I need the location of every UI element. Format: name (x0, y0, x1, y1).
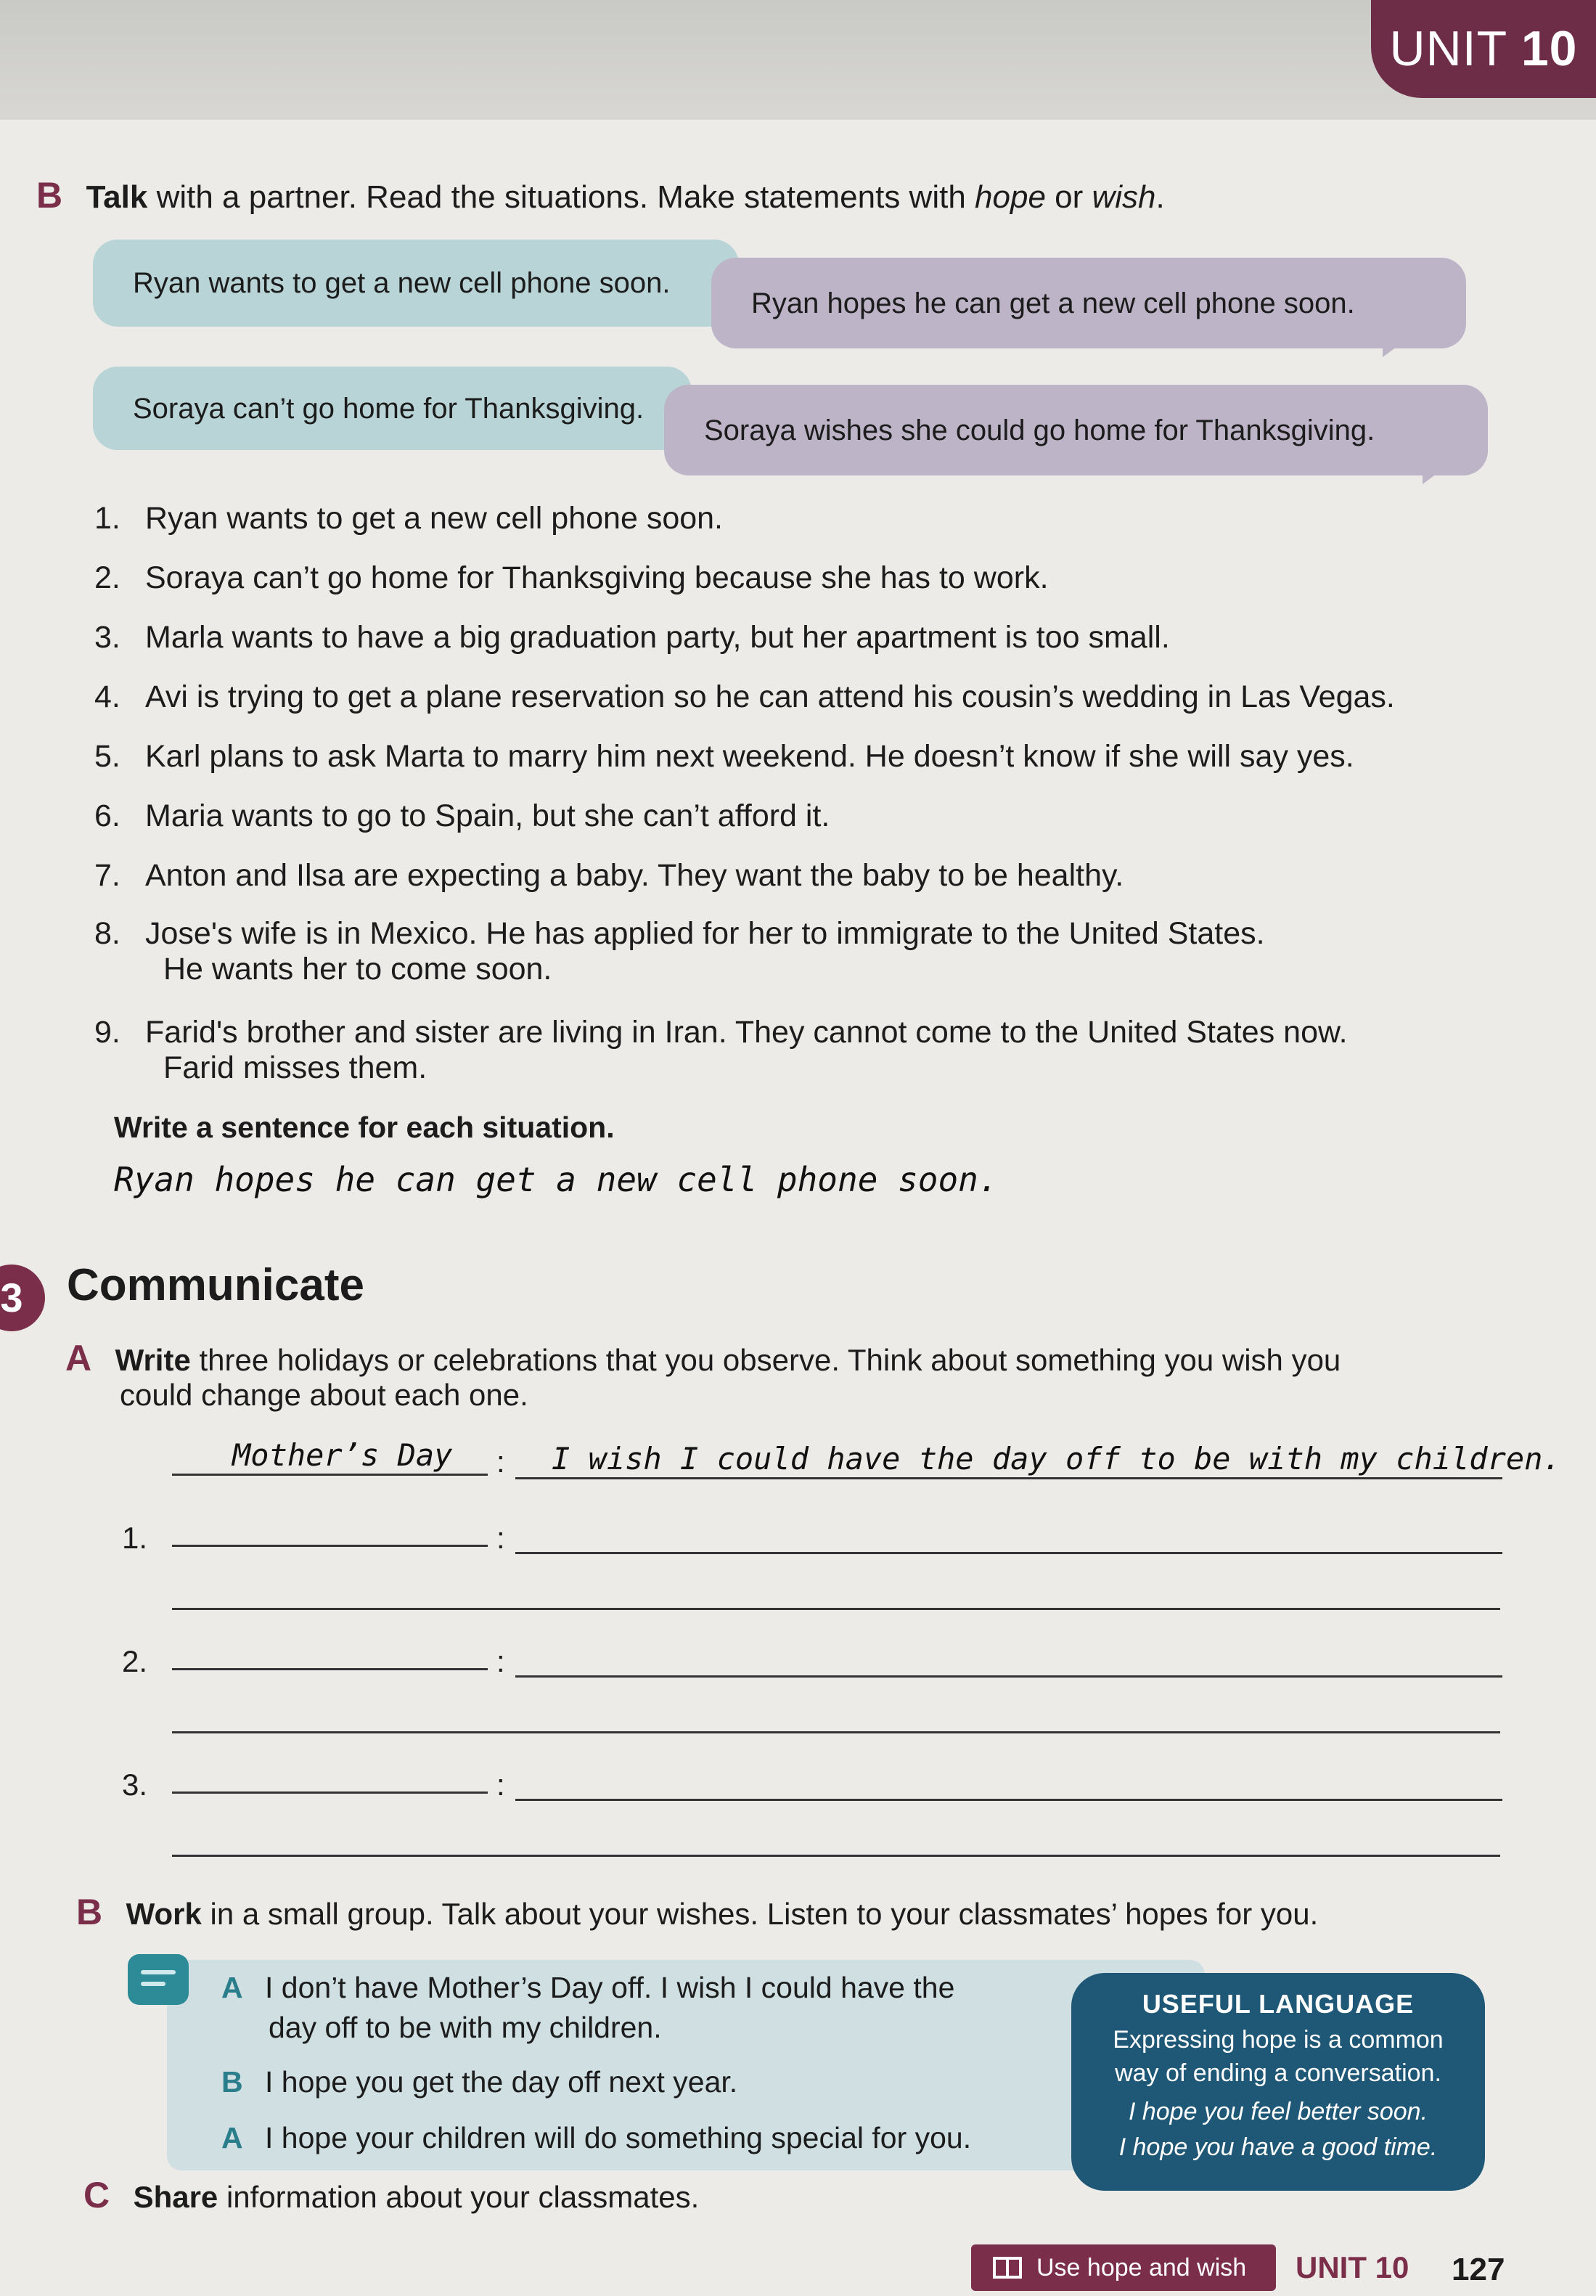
answer-line (515, 1477, 1502, 1479)
useful-language-example: I hope you feel better soon. (1128, 2097, 1428, 2125)
useful-language-box (1071, 1973, 1485, 2191)
answer-line (172, 1474, 488, 1476)
dialog-line (221, 2065, 737, 2099)
list-item (94, 798, 1546, 834)
instruction-period: . (1155, 179, 1165, 215)
wish-input-line[interactable] (515, 1675, 1502, 1678)
example-holiday: Mother’s Day (232, 1437, 453, 1473)
instruction-verb: Write (115, 1343, 191, 1377)
item-continuation: He wants her to come soon. (163, 952, 552, 986)
section-title: Communicate (67, 1260, 364, 1310)
holiday-input-line[interactable] (172, 1792, 488, 1794)
item-text: Anton and Ilsa are expecting a baby. They want the baby to be healthy. (145, 858, 1124, 893)
holiday-input-line[interactable] (172, 1668, 488, 1670)
wish-input-line[interactable] (515, 1552, 1502, 1554)
dialog-line (221, 1971, 954, 2005)
bubble-text: Soraya can’t go home for Thanksgiving. (133, 392, 644, 425)
instruction-verb: Talk (86, 179, 148, 215)
page-number: 127 (1452, 2252, 1505, 2287)
footer-unit: UNIT 10 (1296, 2250, 1409, 2284)
part-a-instruction-cont: could change about each one. (120, 1378, 528, 1412)
book-icon (993, 2257, 1022, 2279)
answer-number: 2. (122, 1644, 148, 1678)
colon: : (496, 1445, 505, 1479)
speaker-label: B (221, 2065, 243, 2099)
part-c-instruction (83, 2174, 699, 2216)
section-letter: B (36, 175, 63, 216)
speech-bubble (664, 385, 1488, 475)
example-wish: I wish I could have the day off to be with my children. (552, 1441, 1561, 1476)
item-number: 1. (94, 501, 120, 536)
keyword-wish: wish (1092, 179, 1156, 215)
bubble-text: Soraya wishes she could go home for Thanksgiving. (704, 414, 1375, 446)
part-letter: A (65, 1338, 92, 1378)
speaker-label: A (221, 2121, 243, 2154)
bubble-text: Ryan wants to get a new cell phone soon. (133, 267, 671, 299)
useful-language-text: way of ending a conversation. (1115, 2059, 1441, 2087)
item-number: 4. (94, 679, 120, 714)
wish-input-line[interactable] (172, 1731, 1500, 1733)
list-item (94, 501, 1546, 536)
speech-bubble (93, 240, 739, 327)
part-b-instruction (76, 1891, 1318, 1933)
unit-number: 10 (1521, 21, 1578, 76)
item-text: Maria wants to go to Spain, but she can’t afford it. (145, 798, 830, 833)
item-text: Ryan wants to get a new cell phone soon. (145, 501, 724, 536)
item-text: Karl plans to ask Marta to marry him next weekend. He doesn’t know if she will say yes. (145, 739, 1354, 774)
item-number: 9. (94, 1015, 120, 1050)
item-number: 3. (94, 620, 120, 655)
list-item (94, 679, 1546, 715)
item-number: 7. (94, 858, 120, 893)
answer-number: 1. (122, 1521, 148, 1555)
useful-language-text: Expressing hope is a common (1113, 2026, 1444, 2054)
lesson-tag (971, 2244, 1276, 2291)
example-answer: Ryan hopes he can get a new cell phone soon. (114, 1160, 999, 1199)
unit-word: UNIT (1389, 21, 1507, 76)
item-continuation: Farid misses them. (163, 1050, 427, 1085)
item-text: Marla wants to have a big graduation party, but her apartment is too small. (145, 620, 1170, 655)
dialog-text: I hope you get the day off next year. (265, 2065, 738, 2099)
instruction-text: information about your classmates. (218, 2180, 700, 2214)
colon: : (496, 1644, 505, 1678)
dialog-text: I don’t have Mother’s Day off. I wish I could have the (265, 1971, 955, 2004)
list-item (94, 858, 1546, 894)
dialog-text: day off to be with my children. (269, 2011, 662, 2044)
wish-input-line[interactable] (172, 1608, 1500, 1610)
chat-bubble-icon (128, 1954, 189, 2005)
item-number: 2. (94, 560, 120, 595)
lesson-tag-text: Use hope and wish (1036, 2253, 1247, 2281)
keyword-hope: hope (975, 179, 1046, 215)
part-letter: B (76, 1892, 103, 1932)
section-b-instruction (86, 179, 1165, 215)
item-text: Farid's brother and sister are living in Iran. They cannot come to the United States now. (145, 1015, 1348, 1050)
bubble-tail (1383, 341, 1404, 357)
wish-input-line[interactable] (172, 1855, 1500, 1857)
speech-bubble (93, 367, 692, 450)
item-number: 5. (94, 739, 120, 774)
bubble-tail (1423, 468, 1444, 484)
section-number-badge: 3 (0, 1265, 45, 1331)
instruction-verb: Share (133, 2180, 218, 2214)
section-b-heading (36, 174, 1165, 216)
page-header-band (0, 0, 1596, 120)
list-item (94, 916, 1546, 987)
useful-language-heading: USEFUL LANGUAGE (1142, 1989, 1415, 2019)
speaker-label: A (221, 1971, 243, 2004)
dialog-text: I hope your children will do something special for you. (265, 2121, 972, 2154)
answer-number: 3. (122, 1768, 148, 1802)
item-text: Soraya can’t go home for Thanksgiving because she has to work. (145, 560, 1049, 595)
instruction-text: three holidays or celebrations that you observe. Think about something you wish you (190, 1343, 1341, 1377)
list-item (94, 620, 1546, 655)
list-item (94, 739, 1546, 775)
item-text: Avi is trying to get a plane reservation so he can attend his cousin’s wedding in Las Vegas. (145, 679, 1395, 714)
item-text: Jose's wife is in Mexico. He has applied for her to immigrate to the United States. (145, 916, 1265, 951)
instruction-text: with a partner. Read the situations. Make statements with (147, 179, 975, 215)
colon: : (496, 1521, 505, 1555)
list-item (94, 560, 1546, 596)
speech-bubble (711, 258, 1466, 348)
useful-language-example: I hope you have a good time. (1118, 2133, 1438, 2161)
part-a-instruction (65, 1337, 1341, 1379)
holiday-input-line[interactable] (172, 1545, 488, 1547)
instruction-text: in a small group. Talk about your wishes. Listen to your classmates’ hopes for you. (201, 1897, 1319, 1931)
unit-tab (1371, 0, 1596, 98)
bubble-text: Ryan hopes he can get a new cell phone soon. (751, 287, 1355, 319)
item-number: 6. (94, 798, 120, 833)
instruction-or: or (1045, 179, 1092, 215)
instruction-verb: Work (126, 1897, 202, 1931)
write-prompt: Write a sentence for each situation. (114, 1111, 615, 1144)
list-item (94, 1015, 1546, 1086)
dialog-line (221, 2121, 971, 2155)
part-letter: C (83, 2175, 110, 2215)
wish-input-line[interactable] (515, 1799, 1502, 1801)
colon: : (496, 1768, 505, 1802)
item-number: 8. (94, 916, 120, 951)
